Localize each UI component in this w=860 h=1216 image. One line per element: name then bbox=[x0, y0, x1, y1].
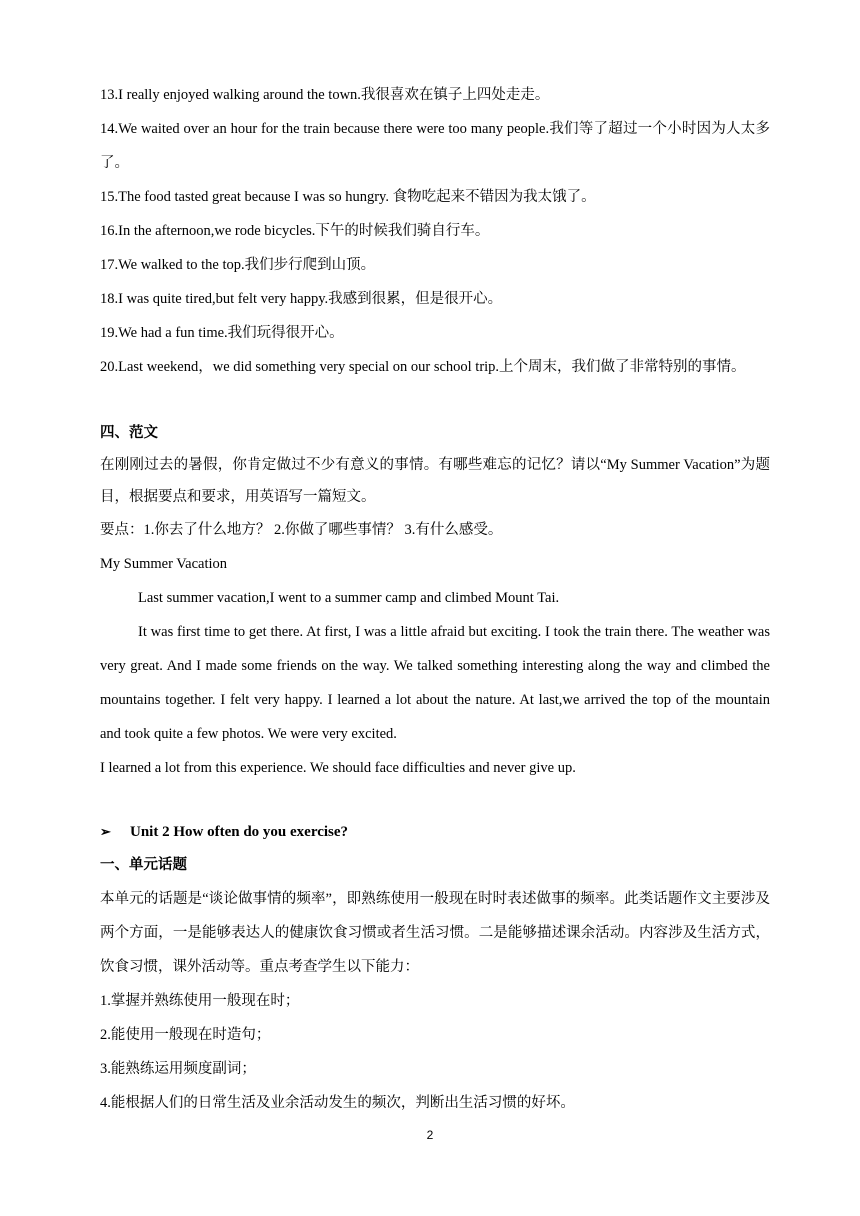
essay-heading: 四、范文 bbox=[100, 425, 158, 441]
essay-paragraph-2: It was first time to get there. At first, I was a little afraid but exciting. I took the train there. The weather was very great. And I made some friends on the way. We talked something interesting along the way and climbed the mountains together. I felt very happy. I learned a lot about the nature. At last,we arrived the top of the mountain and took quite a few photos. We were very excited. bbox=[100, 624, 770, 742]
ability-item: 4.能根据人们的日常生活及业余活动发生的频次，判断出生活习惯的好坏。 bbox=[100, 1095, 575, 1111]
ability-item: 2.能使用一般现在时造句； bbox=[100, 1027, 271, 1043]
unit-title: Unit 2 How often do you exercise? bbox=[130, 824, 349, 840]
topic-heading: 一、单元话题 bbox=[100, 857, 187, 873]
essay-paragraph-1: Last summer vacation,I went to a summer camp and climbed Mount Tai. bbox=[138, 590, 560, 606]
sentence-18: 18.I was quite tired,but felt very happy.我感到很累，但是很开心。 bbox=[100, 291, 503, 307]
sentence-15: 15.The food tasted great because I was so hungry. 食物吃起来不错因为我太饿了。 bbox=[100, 189, 596, 205]
sentence-14: 14.We waited over an hour for the train because there were too many people.我们等了超过一个小时因为人太多了。 bbox=[100, 121, 770, 171]
page-number: 2 bbox=[426, 1128, 434, 1142]
arrow-bullet-icon: ➢ bbox=[100, 824, 111, 839]
sentence-13: 13.I really enjoyed walking around the town.我很喜欢在镇子上四处走走。 bbox=[100, 87, 550, 103]
sentence-16: 16.In the afternoon,we rode bicycles.下午的时候我们骑自行车。 bbox=[100, 223, 490, 239]
spacer bbox=[100, 384, 770, 416]
ability-item: 3.能熟练运用频度副词； bbox=[100, 1061, 256, 1077]
ability-item: 1.掌握并熟练使用一般现在时； bbox=[100, 993, 300, 1009]
spacer bbox=[100, 785, 770, 815]
sentence-19: 19.We had a fun time.我们玩得很开心。 bbox=[100, 325, 344, 341]
unit-intro: 本单元的话题是“谈论做事情的频率”，即熟练使用一般现在时时表述做事的频率。此类话题作文主要涉及两个方面，一是能够表达人的健康饮食习惯或者生活习惯。二是能够描述课余活动。内容涉及生活方式，饮食习惯，课外活动等。重点考查学生以下能力： bbox=[100, 891, 770, 975]
sentence-20: 20.Last weekend，we did something very special on our school trip.上个周末，我们做了非常特别的事情。 bbox=[100, 359, 746, 375]
essay-points: 要点：1.你去了什么地方？ 2.你做了哪些事情？ 3.有什么感受。 bbox=[100, 522, 503, 538]
essay-prompt: 在刚刚过去的暑假，你肯定做过不少有意义的事情。有哪些难忘的记忆？请以“My Summer Vacation”为题目，根据要点和要求，用英语写一篇短文。 bbox=[100, 457, 770, 505]
sentence-17: 17.We walked to the top.我们步行爬到山顶。 bbox=[100, 257, 376, 273]
essay-title: My Summer Vacation bbox=[100, 556, 227, 572]
essay-paragraph-3: I learned a lot from this experience. We should face difficulties and never give up. bbox=[100, 760, 576, 776]
page-content bbox=[100, 78, 770, 1120]
unit-heading bbox=[100, 815, 770, 849]
